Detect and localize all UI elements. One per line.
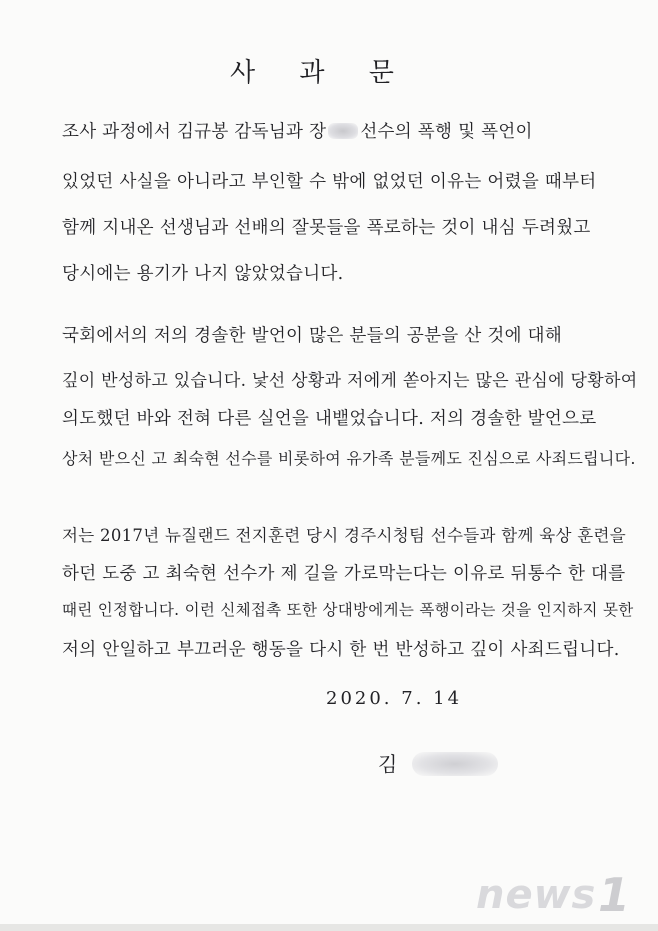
logo-text: news	[476, 872, 597, 918]
paragraph-1-line-2: 있었던 사실을 아니라고 부인할 수 밖에 없었던 이유는 어렸을 때부터	[62, 172, 597, 192]
paragraph-3-line-3: 때린 인정합니다. 이런 신체접촉 또한 상대방에게는 폭행이라는 것을 인지하지 못한	[62, 601, 634, 619]
paragraph-3-line-2: 하던 도중 고 최숙현 선수가 제 길을 가로막는다는 이유로 뒤통수 한 대를	[62, 564, 626, 584]
redacted-signature-blur	[412, 752, 498, 776]
scan-bottom-edge	[0, 924, 658, 931]
paragraph-1-line-3: 함께 지내온 선생님과 선배의 잘못들을 폭로하는 것이 내심 두려웠고	[62, 218, 591, 238]
line-text: 선수의 폭행 및 폭언이	[360, 122, 533, 142]
paragraph-3-line-1: 저는 2017년 뉴질랜드 전지훈련 당시 경주시청팀 선수들과 함께 육상 훈련을	[62, 526, 627, 545]
letter-date: 2020. 7. 14	[326, 688, 463, 709]
paragraph-1-line-4: 당시에는 용기가 나지 않았었습니다.	[62, 264, 344, 284]
news1-logo	[476, 868, 646, 924]
line-text: 조사 과정에서 김규봉 감독님과 장	[62, 122, 327, 142]
logo-number: 1	[598, 868, 631, 922]
paragraph-3-line-4: 저의 안일하고 부끄러운 행동을 다시 한 번 반성하고 깊이 사죄드립니다.	[62, 640, 620, 660]
redacted-name-blur	[328, 123, 358, 139]
paragraph-2-line-4: 상처 받으신 고 최숙현 선수를 비롯하여 유가족 분들께도 진심으로 사죄드립니다.	[62, 449, 636, 468]
paragraph-2-line-1: 국회에서의 저의 경솔한 발언이 많은 분들의 공분을 산 것에 대해	[62, 326, 563, 346]
signature-surname: 김	[378, 752, 398, 776]
paragraph-2-line-3: 의도했던 바와 전혀 다른 실언을 내뱉었습니다. 저의 경솔한 발언으로	[62, 409, 597, 429]
paragraph-1-line-1	[62, 118, 533, 143]
paragraph-2-line-2: 깊이 반성하고 있습니다. 낯선 상황과 저에게 쏟아지는 많은 관심에 당황하여	[62, 371, 638, 391]
letter-title: 사 과 문	[230, 58, 412, 88]
